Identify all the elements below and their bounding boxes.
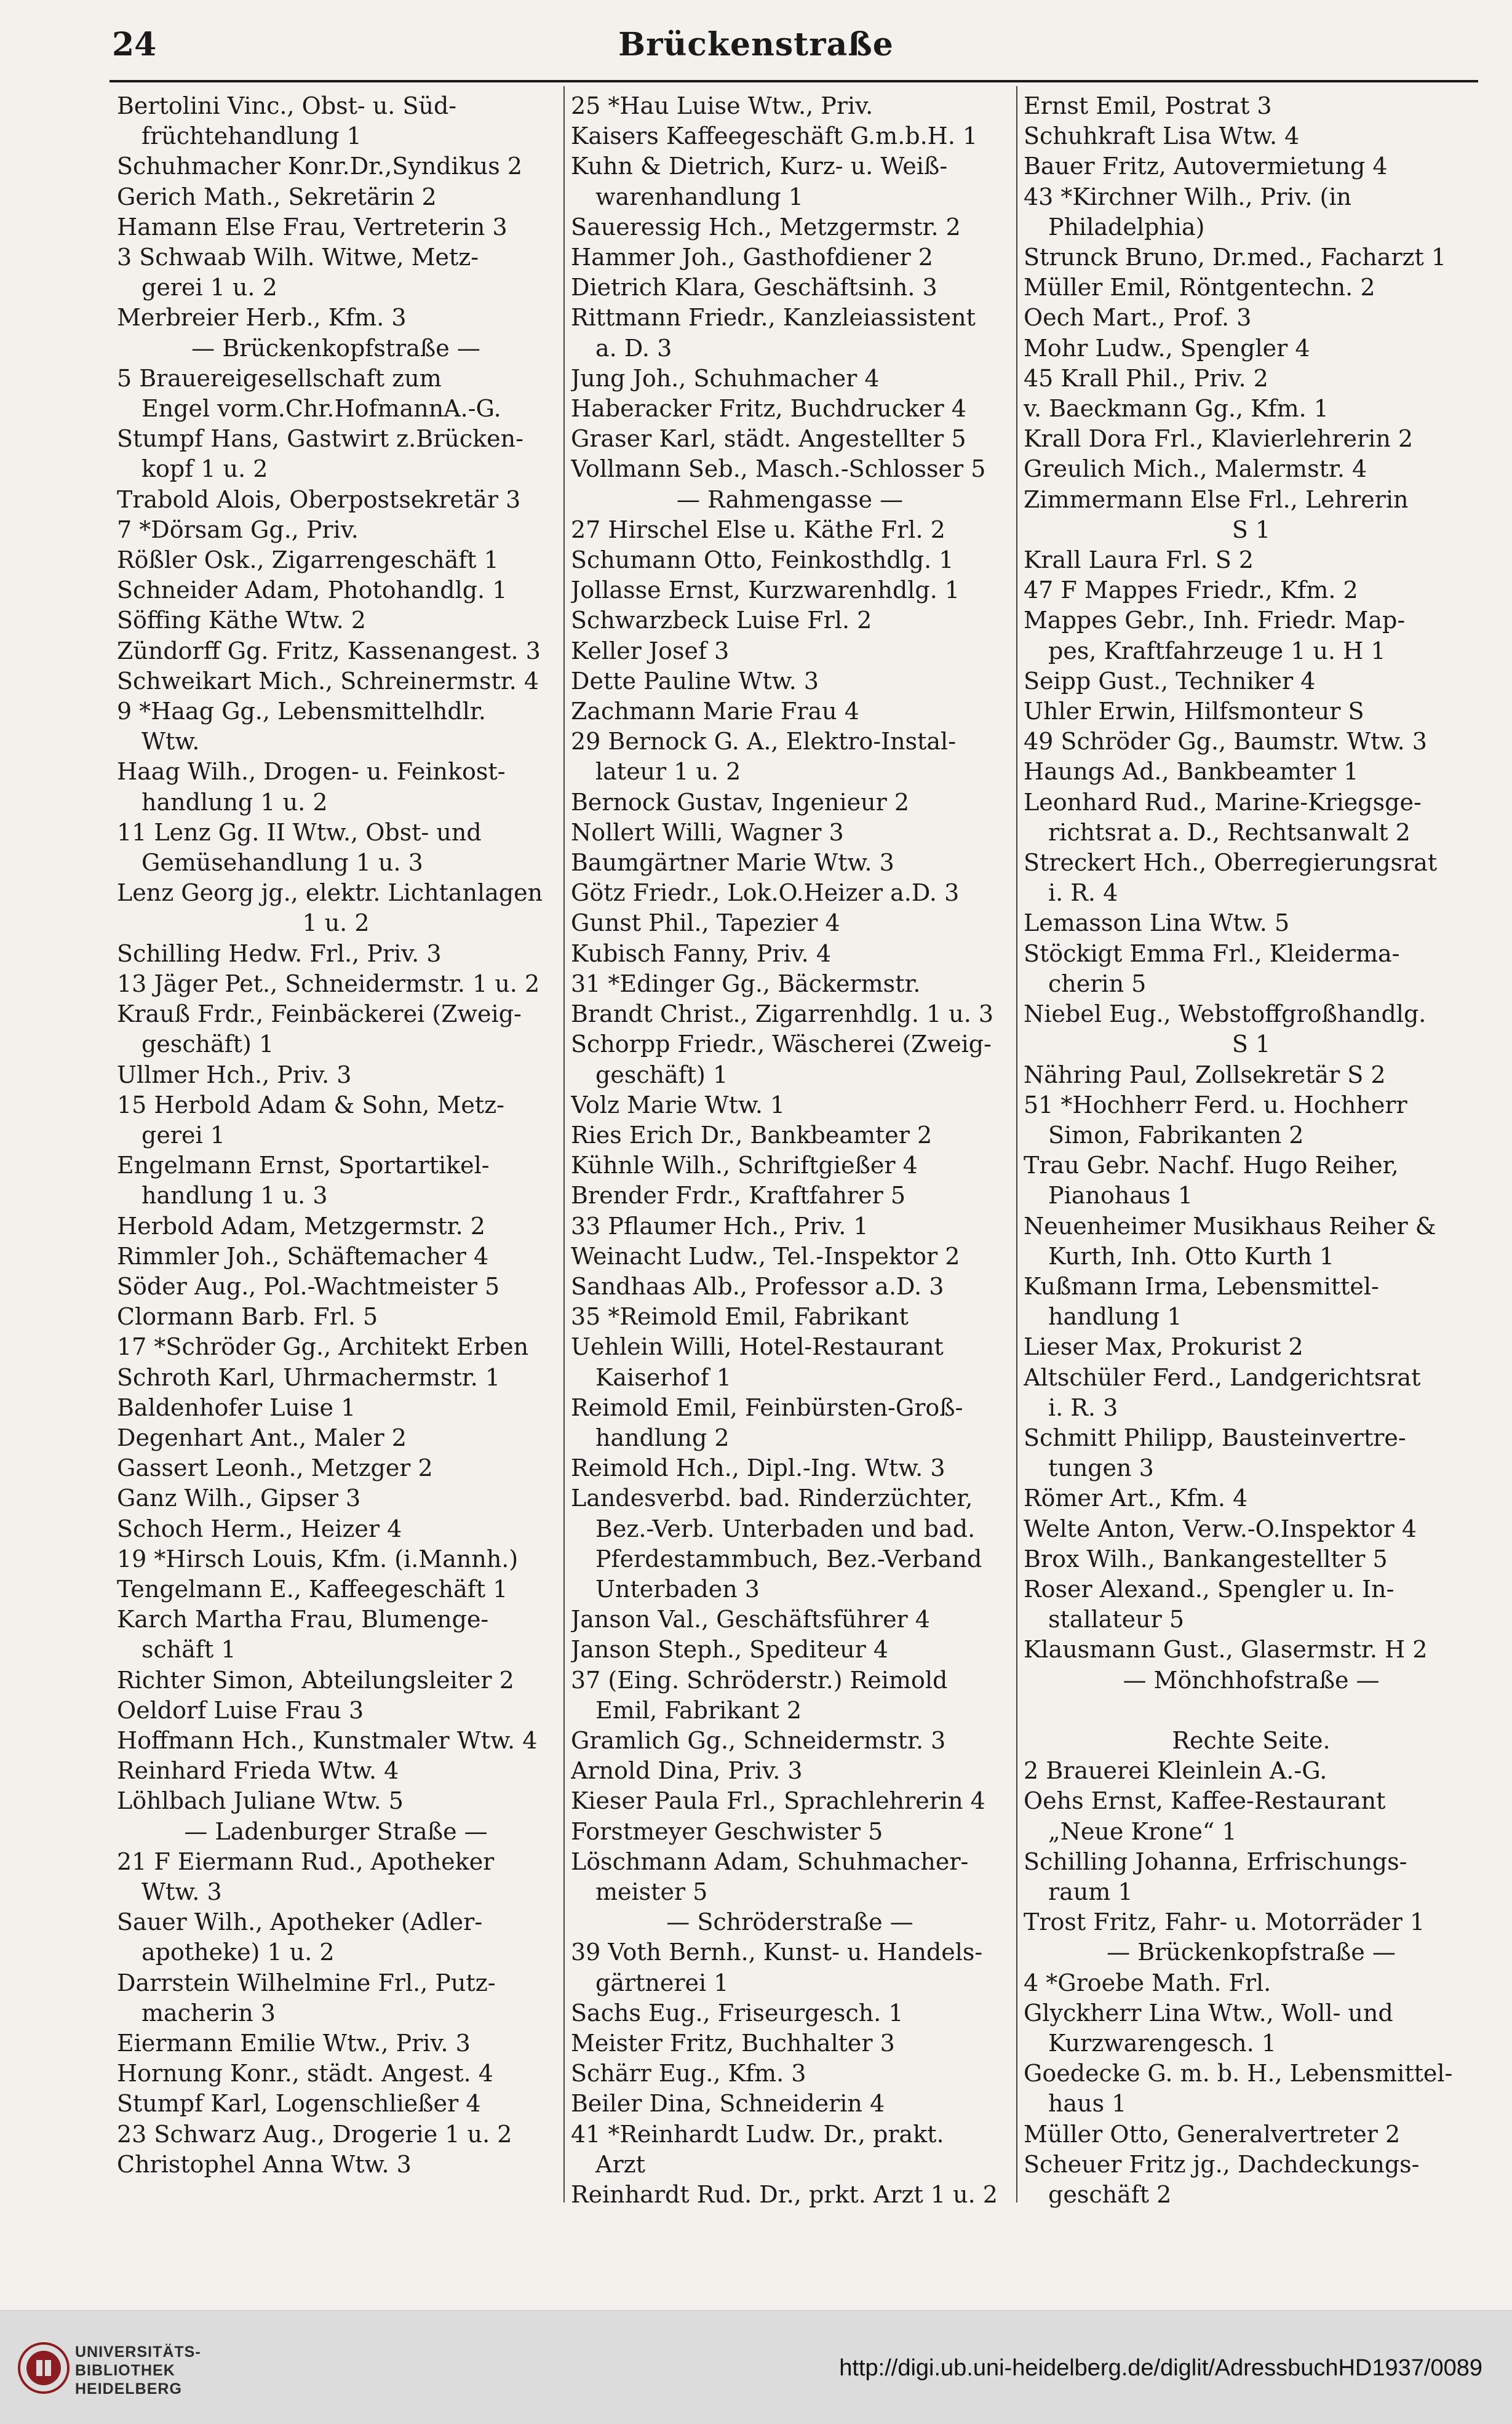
directory-entry: Kühnle Wilh., Schriftgießer 4 (571, 1152, 918, 1179)
directory-entry: Tengelmann E., Kaffeegeschäft 1 (117, 1575, 508, 1603)
directory-entry: lateur 1 u. 2 (595, 758, 741, 786)
directory-entry: Stöckigt Emma Frl., Kleiderma- (1024, 939, 1400, 967)
directory-entry: Reinhard Frieda Wtw. 4 (117, 1757, 399, 1785)
directory-entry: Beiler Dina, Schneiderin 4 (571, 2090, 885, 2118)
directory-entry: Ganz Wilh., Gipser 3 (117, 1485, 361, 1512)
directory-entry: Gemüsehandlung 1 u. 3 (141, 849, 423, 877)
directory-entry: Arzt (595, 2150, 645, 2178)
directory-entry: Haag Wilh., Drogen- u. Feinkost- (117, 758, 506, 786)
source-url[interactable]: http://digi.ub.uni-heidelberg.de/diglit/AdressbuchHD1937/0089 (839, 2355, 1482, 2381)
directory-entry: Uehlein Willi, Hotel-Restaurant (571, 1333, 944, 1361)
directory-entry: warenhandlung 1 (595, 183, 803, 210)
directory-entry: Bertolini Vinc., Obst- u. Süd- (117, 92, 457, 119)
directory-entry: Jollasse Ernst, Kurzwarenhdlg. 1 (571, 576, 960, 604)
directory-entry: Schneider Adam, Photohandlg. 1 (117, 576, 507, 604)
directory-entry: Sandhaas Alb., Professor a.D. 3 (571, 1272, 944, 1300)
directory-entry: Ullmer Hch., Priv. 3 (117, 1061, 352, 1088)
directory-entry: Kuhn & Dietrich, Kurz- u. Weiß- (571, 153, 948, 180)
directory-entry: 39 Voth Bernh., Kunst- u. Handels- (571, 1939, 983, 1966)
directory-entry: Engelmann Ernst, Sportartikel- (117, 1152, 490, 1179)
directory-entry: Schwarzbeck Luise Frl. 2 (571, 607, 872, 634)
directory-entry: Hoffmann Hch., Kunstmaler Wtw. 4 (117, 1726, 538, 1754)
directory-entry: 51 *Hochherr Ferd. u. Hochherr (1024, 1091, 1407, 1118)
directory-entry: pes, Kraftfahrzeuge 1 u. H 1 (1048, 637, 1386, 664)
library-logo-text: UNIVERSITÄTS- BIBLIOTHEK HEIDELBERG (75, 2343, 201, 2398)
directory-entry: 13 Jäger Pet., Schneidermstr. 1 u. 2 (117, 970, 540, 997)
directory-entry: haus 1 (1048, 2090, 1127, 2118)
directory-entry: Römer Art., Kfm. 4 (1024, 1485, 1248, 1512)
directory-entry: Pianohaus 1 (1048, 1182, 1193, 1210)
directory-entry: Wtw. 3 (141, 1878, 222, 1905)
directory-entry: Haungs Ad., Bankbeamter 1 (1024, 758, 1359, 786)
directory-entry: Trost Fritz, Fahr- u. Motorräder 1 (1024, 1908, 1425, 1936)
directory-entry: Reimold Hch., Dipl.-Ing. Wtw. 3 (571, 1454, 945, 1482)
directory-entry: Stumpf Karl, Logenschließer 4 (117, 2090, 481, 2118)
column-divider (1016, 86, 1017, 2203)
directory-entry: Niebel Eug., Webstoffgroßhandlg. (1024, 1000, 1426, 1028)
directory-entry: Zündorff Gg. Fritz, Kassenangest. 3 (117, 637, 541, 664)
directory-entry: Mohr Ludw., Spengler 4 (1024, 334, 1310, 362)
directory-entry: Götz Friedr., Lok.O.Heizer a.D. 3 (571, 879, 960, 907)
directory-entry: handlung 2 (595, 1424, 730, 1451)
directory-entry: Meister Fritz, Buchhalter 3 (571, 2030, 895, 2057)
directory-entry: früchtehandlung 1 (141, 122, 362, 150)
directory-entry: Graser Karl, städt. Angestellter 5 (571, 425, 966, 453)
directory-entry: Volz Marie Wtw. 1 (571, 1091, 786, 1118)
directory-entry: Saueressig Hch., Metzgermstr. 2 (571, 213, 961, 241)
directory-entry: 31 *Edinger Gg., Bäckermstr. (571, 970, 921, 997)
directory-entry: Stumpf Hans, Gastwirt z.Brücken- (117, 425, 523, 453)
directory-entry: Kußmann Irma, Lebensmittel- (1024, 1272, 1379, 1300)
directory-entry: Zachmann Marie Frau 4 (571, 698, 859, 725)
directory-entry: 11 Lenz Gg. II Wtw., Obst- und (117, 818, 482, 846)
directory-entry: Rößler Osk., Zigarrengeschäft 1 (117, 546, 499, 574)
directory-entry: gerei 1 (141, 1121, 225, 1149)
directory-entry: Gramlich Gg., Schneidermstr. 3 (571, 1726, 946, 1754)
directory-entry: 25 *Hau Luise Wtw., Priv. (571, 92, 873, 119)
directory-entry: geschäft) 1 (141, 1031, 274, 1058)
directory-entry: Hammer Joh., Gasthofdiener 2 (571, 244, 933, 271)
directory-entry: 15 Herbold Adam & Sohn, Metz- (117, 1091, 504, 1118)
directory-entry: kopf 1 u. 2 (141, 455, 268, 483)
directory-entry: Trau Gebr. Nachf. Hugo Reiher, (1024, 1152, 1399, 1179)
directory-entry: Janson Val., Geschäftsführer 4 (571, 1606, 930, 1633)
directory-entry: Lemasson Lina Wtw. 5 (1024, 909, 1290, 937)
directory-entry: Kurzwarengesch. 1 (1048, 2030, 1276, 2057)
column-left (117, 91, 555, 2180)
directory-entry: Zimmermann Else Frl., Lehrerin (1024, 485, 1409, 513)
directory-entry: geschäft 2 (1048, 2181, 1172, 2209)
street-heading: — Rahmengasse — (676, 485, 904, 513)
directory-entry: Wtw. (141, 728, 200, 756)
directory-entry: Söder Aug., Pol.-Wachtmeister 5 (117, 1272, 500, 1300)
directory-entry: Richter Simon, Abteilungsleiter 2 (117, 1666, 514, 1694)
directory-entry: Reimold Emil, Feinbürsten-Groß- (571, 1393, 963, 1421)
directory-entry: i. R. 3 (1048, 1393, 1118, 1421)
directory-entry: Nähring Paul, Zollsekretär S 2 (1024, 1061, 1386, 1088)
directory-entry: 43 *Kirchner Wilh., Priv. (in (1024, 183, 1351, 210)
directory-entry: Unterbaden 3 (595, 1575, 760, 1603)
street-heading: — Brückenkopfstraße — (1107, 1939, 1396, 1966)
university-seal-icon (17, 2342, 70, 2394)
directory-entry: Schoch Herm., Heizer 4 (117, 1515, 402, 1542)
directory-entry: Ries Erich Dr., Bankbeamter 2 (571, 1121, 933, 1149)
directory-entry: Gerich Math., Sekretärin 2 (117, 183, 437, 210)
directory-entry: Christophel Anna Wtw. 3 (117, 2150, 412, 2178)
directory-entry: Kaisers Kaffeegeschäft G.m.b.H. 1 (571, 122, 978, 150)
directory-entry: Baumgärtner Marie Wtw. 3 (571, 849, 894, 877)
directory-entry: Philadelphia) (1048, 213, 1205, 241)
directory-entry: raum 1 (1048, 1878, 1133, 1905)
directory-entry: Weinacht Ludw., Tel.-Inspektor 2 (571, 1242, 960, 1270)
directory-entry: Eiermann Emilie Wtw., Priv. 3 (117, 2030, 471, 2057)
directory-entry: richtsrat a. D., Rechtsanwalt 2 (1048, 818, 1411, 846)
directory-entry: 33 Pflaumer Hch., Priv. 1 (571, 1212, 869, 1240)
directory-entry: Kubisch Fanny, Priv. 4 (571, 939, 831, 967)
directory-entry: 5 Brauereigesellschaft zum (117, 364, 442, 392)
directory-entry: Kieser Paula Frl., Sprachlehrerin 4 (571, 1787, 985, 1815)
directory-entry: Kaiserhof 1 (595, 1363, 732, 1391)
directory-entry: Schweikart Mich., Schreinermstr. 4 (117, 667, 539, 695)
directory-entry: Sauer Wilh., Apotheker (Adler- (117, 1908, 483, 1936)
directory-entry (1024, 1696, 1479, 1726)
directory-entry: 7 *Dörsam Gg., Priv. (117, 516, 359, 543)
directory-entry: cherin 5 (1048, 970, 1147, 997)
directory-entry: Clormann Barb. Frl. 5 (117, 1303, 378, 1331)
directory-entry: Schorpp Friedr., Wäscherei (Zweig- (571, 1031, 992, 1058)
directory-entry: Oech Mart., Prof. 3 (1024, 304, 1252, 332)
directory-entry: Kurth, Inh. Otto Kurth 1 (1048, 1242, 1335, 1270)
directory-entry: Hornung Konr., städt. Angest. 4 (117, 2060, 493, 2087)
directory-entry: Löhlbach Juliane Wtw. 5 (117, 1787, 404, 1815)
directory-entry: Neuenheimer Musikhaus Reiher & (1024, 1212, 1436, 1240)
directory-entry: 17 *Schröder Gg., Architekt Erben (117, 1333, 529, 1361)
directory-entry: Glyckherr Lina Wtw., Woll- und (1024, 1999, 1393, 2027)
directory-entry: Baldenhofer Luise 1 (117, 1393, 356, 1421)
directory-entry: Löschmann Adam, Schuhmacher- (571, 1848, 969, 1875)
directory-entry: Rimmler Joh., Schäftemacher 4 (117, 1242, 489, 1270)
directory-entry: Müller Otto, Generalvertreter 2 (1024, 2120, 1401, 2148)
directory-entry: 2 Brauerei Kleinlein A.-G. (1024, 1757, 1327, 1785)
directory-entry: S 1 (1231, 1031, 1271, 1058)
header-rule (109, 80, 1478, 82)
directory-entry: 19 *Hirsch Louis, Kfm. (i.Mannh.) (117, 1545, 519, 1573)
directory-entry: 41 *Reinhardt Ludw. Dr., prakt. (571, 2120, 944, 2148)
directory-entry: macherin 3 (141, 1999, 276, 2027)
directory-entry: Jung Joh., Schuhmacher 4 (571, 364, 880, 392)
directory-entry: Seipp Gust., Techniker 4 (1024, 667, 1316, 695)
directory-entry: Brandt Christ., Zigarrenhdlg. 1 u. 3 (571, 1000, 994, 1028)
directory-entry: a. D. 3 (595, 334, 672, 362)
directory-entry: Rittmann Friedr., Kanzleiassistent (571, 304, 976, 332)
directory-entry: Brox Wilh., Bankangestellter 5 (1024, 1545, 1388, 1573)
directory-entry: 4 *Groebe Math. Frl. (1024, 1969, 1271, 1996)
directory-entry: i. R. 4 (1048, 879, 1118, 907)
directory-entry: Goedecke G. m. b. H., Lebensmittel- (1024, 2060, 1453, 2087)
directory-entry: Sachs Eug., Friseurgesch. 1 (571, 1999, 904, 2027)
directory-entry: Uhler Erwin, Hilfsmonteur S (1024, 698, 1364, 725)
directory-entry: Krauß Frdr., Feinbäckerei (Zweig- (117, 1000, 522, 1028)
directory-entry: Merbreier Herb., Kfm. 3 (117, 304, 407, 332)
directory-entry: geschäft) 1 (595, 1061, 728, 1088)
directory-entry: tungen 3 (1048, 1454, 1154, 1482)
directory-entry: Oeldorf Luise Frau 3 (117, 1696, 364, 1724)
column-divider (563, 86, 565, 2203)
directory-entry: handlung 1 (1048, 1303, 1182, 1331)
directory-entry: 23 Schwarz Aug., Drogerie 1 u. 2 (117, 2120, 512, 2148)
viewer-footer (0, 2310, 1512, 2424)
directory-entry: Gunst Phil., Tapezier 4 (571, 909, 840, 937)
directory-entry: 37 (Eing. Schröderstr.) Reimold (571, 1666, 948, 1694)
directory-entry: Schmitt Philipp, Bausteinvertre- (1024, 1424, 1406, 1451)
directory-entry: Strunck Bruno, Dr.med., Facharzt 1 (1024, 244, 1447, 271)
directory-entry: 45 Krall Phil., Priv. 2 (1024, 364, 1268, 392)
directory-entry: 29 Bernock G. A., Elektro-Instal- (571, 728, 957, 756)
directory-entry: Landesverbd. bad. Rinderzüchter, (571, 1485, 973, 1512)
directory-entry: Vollmann Seb., Masch.-Schlosser 5 (571, 455, 986, 483)
directory-entry: Müller Emil, Röntgentechn. 2 (1024, 274, 1375, 301)
directory-entry: 27 Hirschel Else u. Käthe Frl. 2 (571, 516, 945, 543)
directory-entry: Keller Josef 3 (571, 637, 730, 664)
directory-entry: 35 *Reimold Emil, Fabrikant (571, 1303, 909, 1331)
directory-entry: Herbold Adam, Metzgermstr. 2 (117, 1212, 485, 1240)
directory-entry: Brender Frdr., Kraftfahrer 5 (571, 1182, 906, 1210)
street-heading: — Schröderstraße — (666, 1908, 913, 1936)
directory-entry: Mappes Gebr., Inh. Friedr. Map- (1024, 607, 1406, 634)
directory-entry: Schilling Hedw. Frl., Priv. 3 (117, 939, 442, 967)
directory-entry: Bernock Gustav, Ingenieur 2 (571, 788, 909, 816)
directory-entry: Greulich Mich., Malermstr. 4 (1024, 455, 1367, 483)
directory-entry: Bauer Fritz, Autovermietung 4 (1024, 153, 1388, 180)
directory-entry: Lenz Georg jg., elektr. Lichtanlagen (117, 879, 543, 907)
street-heading: — Brückenkopfstraße — (191, 334, 480, 362)
directory-entry: handlung 1 u. 2 (141, 788, 328, 816)
directory-entry: stallateur 5 (1048, 1606, 1185, 1633)
directory-entry: Degenhart Ant., Maler 2 (117, 1424, 407, 1451)
directory-entry: Söffing Käthe Wtw. 2 (117, 607, 366, 634)
directory-entry: Roser Alexand., Spengler u. In- (1024, 1575, 1395, 1603)
directory-entry: Altschüler Ferd., Landgerichtsrat (1024, 1363, 1421, 1391)
directory-entry: 21 F Eiermann Rud., Apotheker (117, 1848, 495, 1875)
directory-entry: Arnold Dina, Priv. 3 (571, 1757, 803, 1785)
directory-entry: Krall Dora Frl., Klavierlehrerin 2 (1024, 425, 1414, 453)
directory-entry: v. Baeckmann Gg., Kfm. 1 (1024, 395, 1329, 423)
directory-entry: Lieser Max, Prokurist 2 (1024, 1333, 1303, 1361)
directory-entry: 9 *Haag Gg., Lebensmittelhdlr. (117, 698, 486, 725)
street-heading: — Mönchhofstraße — (1123, 1666, 1380, 1694)
directory-entry: Schärr Eug., Kfm. 3 (571, 2060, 806, 2087)
directory-entry: Schuhmacher Konr.Dr.,Syndikus 2 (117, 153, 523, 180)
directory-entry: Trabold Alois, Oberpostsekretär 3 (117, 485, 521, 513)
directory-entry: 3 Schwaab Wilh. Witwe, Metz- (117, 244, 479, 271)
page-number: 24 (112, 26, 157, 63)
directory-entry: Schroth Karl, Uhrmachermstr. 1 (117, 1363, 501, 1391)
directory-entry: Scheuer Fritz jg., Dachdeckungs- (1024, 2150, 1420, 2178)
directory-entry: Dette Pauline Wtw. 3 (571, 667, 819, 695)
directory-entry: gärtnerei 1 (595, 1969, 729, 1996)
directory-entry: Dietrich Klara, Geschäftsinh. 3 (571, 274, 937, 301)
directory-entry: Karch Martha Frau, Blumenge- (117, 1606, 489, 1633)
directory-entry: Janson Steph., Spediteur 4 (571, 1636, 889, 1664)
directory-entry: Streckert Hch., Oberregierungsrat (1024, 849, 1438, 877)
directory-entry: Ernst Emil, Postrat 3 (1024, 92, 1272, 119)
street-heading: — Ladenburger Straße — (184, 1817, 488, 1845)
directory-entry: Oehs Ernst, Kaffee-Restaurant (1024, 1787, 1386, 1815)
directory-entry: Emil, Fabrikant 2 (595, 1696, 802, 1724)
directory-entry: Bez.-Verb. Unterbaden und bad. (595, 1515, 976, 1542)
directory-entry: Klausmann Gust., Glasermstr. H 2 (1024, 1636, 1428, 1664)
directory-entry: Engel vorm.Chr.HofmannA.-G. (141, 395, 501, 423)
directory-entry: Welte Anton, Verw.-O.Inspektor 4 (1024, 1515, 1417, 1542)
directory-entry: Haberacker Fritz, Buchdrucker 4 (571, 395, 966, 423)
directory-entry: Nollert Willi, Wagner 3 (571, 818, 844, 846)
directory-entry: S 1 (1231, 516, 1271, 543)
directory-entry: „Neue Krone“ 1 (1048, 1817, 1237, 1845)
directory-entry: gerei 1 u. 2 (141, 274, 277, 301)
directory-entry: schäft 1 (141, 1636, 236, 1664)
directory-entry: Forstmeyer Geschwister 5 (571, 1817, 883, 1845)
directory-entry: Simon, Fabrikanten 2 (1048, 1121, 1304, 1149)
directory-entry: 47 F Mappes Friedr., Kfm. 2 (1024, 576, 1358, 604)
directory-entry: Schuhkraft Lisa Wtw. 4 (1024, 122, 1300, 150)
directory-entry: Leonhard Rud., Marine-Kriegsge- (1024, 788, 1422, 816)
directory-entry: Pferdestammbuch, Bez.-Verband (595, 1545, 982, 1573)
directory-entry: meister 5 (595, 1878, 708, 1905)
directory-entry: Darrstein Wilhelmine Frl., Putz- (117, 1969, 496, 1996)
directory-entry: Gassert Leonh., Metzger 2 (117, 1454, 433, 1482)
directory-entry: apotheke) 1 u. 2 (141, 1939, 335, 1966)
directory-entry: Reinhardt Rud. Dr., prkt. Arzt 1 u. 2 (571, 2181, 998, 2209)
street-heading: Rechte Seite. (1172, 1726, 1331, 1754)
column-right (1024, 91, 1479, 2210)
directory-entry: 49 Schröder Gg., Baumstr. Wtw. 3 (1024, 728, 1427, 756)
page-title: Brückenstraße (618, 26, 894, 63)
directory-entry: Hamann Else Frau, Vertreterin 3 (117, 213, 507, 241)
directory-entry: 1 u. 2 (302, 909, 370, 937)
directory-entry: Schumann Otto, Feinkosthdlg. 1 (571, 546, 954, 574)
directory-entry: Krall Laura Frl. S 2 (1024, 546, 1254, 574)
column-middle (571, 91, 1009, 2210)
directory-entry: Schilling Johanna, Erfrischungs- (1024, 1848, 1407, 1875)
directory-entry: handlung 1 u. 3 (141, 1182, 328, 1210)
